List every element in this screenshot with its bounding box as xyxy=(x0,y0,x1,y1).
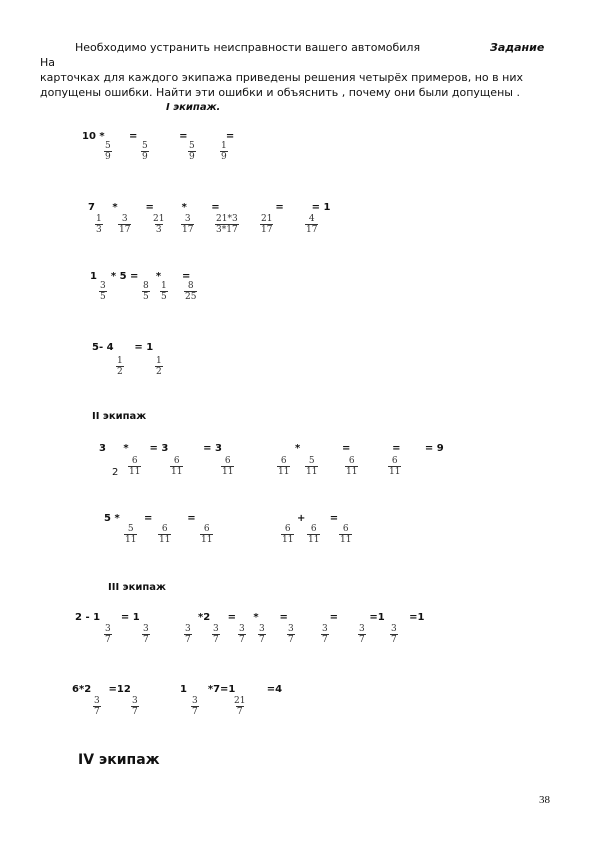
fraction: 6 11 xyxy=(346,456,358,477)
crew2-problem1-whole: 2 xyxy=(112,467,119,478)
fraction: 1 3 xyxy=(96,214,102,235)
task-label: Задание xyxy=(490,41,545,54)
fraction: 3 17 xyxy=(119,214,131,235)
page-number: 38 xyxy=(539,794,550,806)
fraction: 3 7 xyxy=(288,624,294,645)
fraction: 5 9 xyxy=(142,141,148,162)
fraction: 3 7 xyxy=(143,624,149,645)
fraction: 4 17 xyxy=(306,214,318,235)
intro-line3: допущены ошибки. Найти эти ошибки и объяснить , почему они были допущены . xyxy=(40,86,520,99)
fraction: 21 7 xyxy=(234,696,246,717)
crew1-heading: I экипаж. xyxy=(166,102,221,113)
fraction: 6 11 xyxy=(340,524,352,545)
fraction: 3 7 xyxy=(105,624,111,645)
intro-line2: карточках для каждого экипажа приведены решения четырёх примеров, но в них xyxy=(40,71,523,84)
fraction: 3 17 xyxy=(182,214,194,235)
fraction: 3 7 xyxy=(359,624,365,645)
crew1-problem3-text: 1 * 5 = * = xyxy=(90,271,191,282)
fraction: 21*3 3*17 xyxy=(216,214,238,235)
fraction: 3 7 xyxy=(185,624,191,645)
fraction: 6 11 xyxy=(389,456,401,477)
crew2-problem1-right-text: * = = = 9 xyxy=(295,443,444,454)
fraction: 21 3 xyxy=(153,214,165,235)
fraction: 3 7 xyxy=(239,624,245,645)
crew1-problem4-text: 5- 4 = 1 xyxy=(92,342,154,353)
crew1-problem2-text: 7 * = * = = = 1 xyxy=(88,202,331,213)
fraction: 6 11 xyxy=(159,524,171,545)
fraction: 1 2 xyxy=(156,356,162,377)
fraction: 1 2 xyxy=(117,356,123,377)
crew3-problem1-right-text: *2 = * = = =1 =1 xyxy=(198,612,425,623)
fraction: 6 11 xyxy=(201,524,213,545)
fraction: 6 11 xyxy=(171,456,183,477)
fraction: 5 9 xyxy=(189,141,195,162)
crew1-problem1-text: 10 * = = = xyxy=(82,131,235,142)
fraction: 3 7 xyxy=(94,696,100,717)
crew3-problem2-right-text: 1 *7=1 =4 xyxy=(180,684,283,695)
crew3-problem2-left-text: 6*2 =12 xyxy=(72,684,131,695)
fraction: 3 5 xyxy=(100,281,106,302)
crew2-problem1-left-text: 3 * = 3 = 3 xyxy=(99,443,222,454)
fraction: 5 9 xyxy=(105,141,111,162)
fraction: 3 7 xyxy=(322,624,328,645)
fraction: 6 11 xyxy=(282,524,294,545)
crew2-heading: II экипаж xyxy=(92,411,147,422)
fraction: 3 7 xyxy=(192,696,198,717)
intro-line1: Необходимо устранить неисправности вашего автомобиля xyxy=(74,41,421,54)
fraction: 6 11 xyxy=(278,456,290,477)
fraction: 21 17 xyxy=(261,214,273,235)
fraction: 3 7 xyxy=(213,624,219,645)
intro-line1-end: На xyxy=(40,56,56,69)
fraction: 6 11 xyxy=(129,456,141,477)
crew3-heading: III экипаж xyxy=(108,582,166,593)
fraction: 8 25 xyxy=(185,281,197,302)
fraction: 8 5 xyxy=(143,281,149,302)
fraction: 6 11 xyxy=(222,456,234,477)
crew4-heading: IV экипаж xyxy=(78,752,160,768)
fraction: 5 11 xyxy=(125,524,137,545)
fraction: 6 11 xyxy=(308,524,320,545)
fraction: 5 11 xyxy=(306,456,318,477)
fraction: 1 9 xyxy=(221,141,227,162)
fraction: 1 5 xyxy=(161,281,167,302)
fraction: 3 7 xyxy=(132,696,138,717)
crew3-problem1-left-text: 2 - 1 = 1 xyxy=(75,612,140,623)
crew2-problem2-left-text: 5 * = = xyxy=(104,513,196,524)
fraction: 3 7 xyxy=(391,624,397,645)
fraction: 3 7 xyxy=(259,624,265,645)
intro-paragraph xyxy=(40,40,560,100)
crew2-problem2-right-text: + = xyxy=(297,513,339,524)
